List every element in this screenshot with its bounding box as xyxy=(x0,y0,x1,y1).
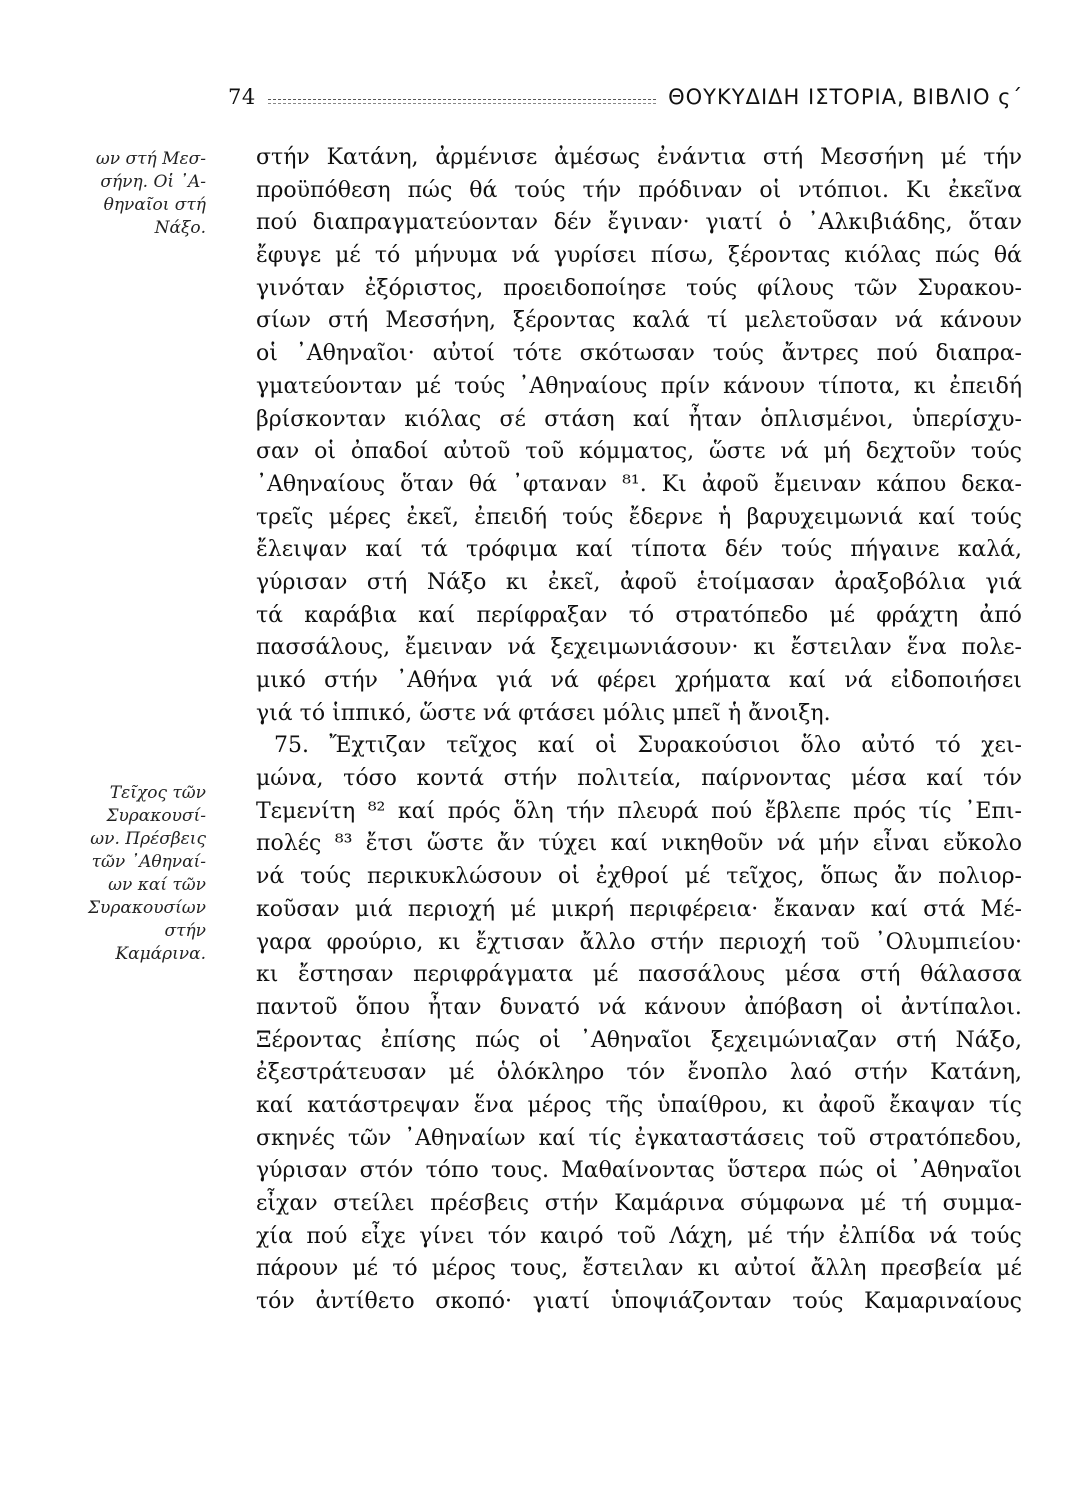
text-line: πασσάλους, ἔμειναν νά ξεχειμωνιάσουν· κι ἔστειλαν ἕνα πολε- xyxy=(256,635,1022,661)
text-line: οἱ ᾿Αθηναῖοι· αὐτοί τότε σκότωσαν τούς ἄντρες πού διαπρα- xyxy=(256,341,1022,367)
running-header xyxy=(228,80,1023,114)
text-line: πολές ⁸³ ἔτσι ὥστε ἄν τύχει καί νικηθοῦν νά μήν εἶναι εὔκολο xyxy=(256,831,1022,857)
text-line: κι ἔστησαν περιφράγματα μέ πασσάλους μέσα στή θάλασσα xyxy=(256,962,1022,988)
text-line: Ξέροντας ἐπίσης πώς οἱ ᾿Αθηναῖοι ξεχειμώνιαζαν στή Νάξο, xyxy=(256,1027,1022,1053)
text-line: σίων στή Μεσσήνη, ξέροντας καλά τί μελετοῦσαν νά κάνουν xyxy=(256,308,1022,334)
header-rule xyxy=(268,99,656,104)
text-line: βρίσκονταν κιόλας σέ στάση καί ἦταν ὁπλισμένοι, ὑπερίσχυ- xyxy=(256,406,1022,432)
text-line: σαν οἱ ὀπαδοί αὐτοῦ τοῦ κόμματος, ὥστε νά μή δεχτοῦν τούς xyxy=(256,439,1022,465)
page-number: 74 xyxy=(228,85,256,109)
text-line: ἔλειψαν καί τά τρόφιμα καί τίποτα δέν τούς πήγαινε καλά, xyxy=(256,537,1022,563)
text-line: γματεύονταν μέ τούς ᾿Αθηναίους πρίν κάνουν τίποτα, κι ἐπειδή xyxy=(256,373,1022,399)
text-line: τά καράβια καί περίφραξαν τό στρατόπεδο μέ φράχτη ἀπό xyxy=(256,602,1022,628)
text-line: μικό στήν ᾿Αθήνα γιά νά φέρει χρήματα καί νά εἰδοποιήσει xyxy=(256,668,1022,693)
text-line: 75. Ἔχτιζαν τεῖχος καί οἱ Συρακούσιοι ὅλο αὐτό τό χει- xyxy=(274,733,1022,759)
text-line: παντοῦ ὅπου ἦταν δυνατό νά κάνουν ἀπόβαση οἱ ἀντίπαλοι. xyxy=(256,994,1022,1020)
text-line: στήν Κατάνη, ἀρμένισε ἀμέσως ἐνάντια στή Μεσσήνη μέ τήν xyxy=(256,145,1022,170)
text-line: τόν ἀντίθετο σκοπό· γιατί ὑποψιάζονταν τούς Καμαριναίους xyxy=(256,1289,1022,1315)
text-line: καί κατάστρεψαν ἕνα μέρος τῆς ὑπαίθρου, κι ἀφοῦ ἔκαψαν τίς xyxy=(256,1092,1022,1118)
text-line: νά τούς περικυκλώσουν οἱ ἐχθροί μέ τεῖχος, ὅπως ἄν πολιορ- xyxy=(256,864,1022,890)
text-line: γιά τό ἱππικό, ὥστε νά φτάσει μόλις μπεῖ ἡ ἄνοιξη. xyxy=(256,700,831,726)
margin-note: ων στή Μεσ- σήνη. Οἱ ᾿Α- θηναῖοι στή Νάξο. xyxy=(95,149,206,238)
text-line: σκηνές τῶν ᾿Αθηναίων καί τίς ἐγκαταστάσεις τοῦ στρατόπεδου, xyxy=(256,1125,1022,1151)
text-line: πάρουν μέ τό μέρος τους, ἔστειλαν κι αὐτοί ἄλλη πρεσβεία μέ xyxy=(256,1256,1022,1282)
text-line: γινόταν ἐξόριστος, προειδοποίησε τούς φίλους τῶν Συρακου- xyxy=(256,275,1022,301)
margin-note: Τεῖχος τῶν Συρακουσί- ων. Πρέσβεις τῶν ᾿Αθηναί- ων καί τῶν Συρακουσίων στήν Καμάρινα. xyxy=(87,783,206,964)
text-line: κοῦσαν μιά περιοχή μέ μικρή περιφέρεια· ἔκαναν καί στά Μέ- xyxy=(256,896,1022,922)
text-line: ᾿Αθηναίους ὅταν θά ᾿φταναν ⁸¹. Κι ἀφοῦ ἔμειναν κάπου δεκα- xyxy=(256,471,1022,497)
text-line: γύρισαν στόν τόπο τους. Μαθαίνοντας ὕστερα πώς οἱ ᾿Αθηναῖοι xyxy=(256,1158,1022,1184)
text-line: γύρισαν στή Νάξο κι ἐκεῖ, ἀφοῦ ἑτοίμασαν ἀραξοβόλια γιά xyxy=(256,569,1022,595)
text-line: Τεμενίτη ⁸² καί πρός ὅλη τήν πλευρά πού ἔβλεπε πρός τίς ᾿Επι- xyxy=(256,798,1022,824)
running-title: ΘΟΥΚΥΔΙΔΗ ΙΣΤΟΡΙΑ, ΒΙΒΛΙΟ ς΄ xyxy=(668,85,1023,109)
text-line: προϋπόθεση πώς θά τούς τήν πρόδιναν οἱ ντόπιοι. Κι ἐκεῖνα xyxy=(256,177,1022,203)
text-line: ἐξεστράτευσαν μέ ὁλόκληρο τόν ἔνοπλο λαό στήν Κατάνη, xyxy=(256,1060,1022,1086)
text-line: εἶχαν στείλει πρέσβεις στήν Καμάρινα σύμφωνα μέ τή συμμα- xyxy=(256,1191,1022,1216)
text-line: χία πού εἶχε γίνει τόν καιρό τοῦ Λάχη, μέ τήν ἐλπίδα νά τούς xyxy=(256,1223,1022,1249)
text-line: μώνα, τόσο κοντά στήν πολιτεία, παίρνοντας μέσα καί τόν xyxy=(256,766,1022,792)
text-line: τρεῖς μέρες ἐκεῖ, ἐπειδή τούς ἔδερνε ἡ βαρυχειμωνιά καί τούς xyxy=(256,504,1022,530)
body-text xyxy=(256,142,1022,1319)
text-line: πού διαπραγματεύονταν δέν ἔγιναν· γιατί ὁ ᾿Αλκιβιάδης, ὅταν xyxy=(256,210,1022,236)
text-line: ἔφυγε μέ τό μήνυμα νά γυρίσει πίσω, ξέροντας κιόλας πώς θά xyxy=(256,243,1022,269)
text-line: γαρα φρούριο, κι ἔχτισαν ἄλλο στήν περιοχή τοῦ ᾿Ολυμπιείου· xyxy=(256,929,1022,955)
